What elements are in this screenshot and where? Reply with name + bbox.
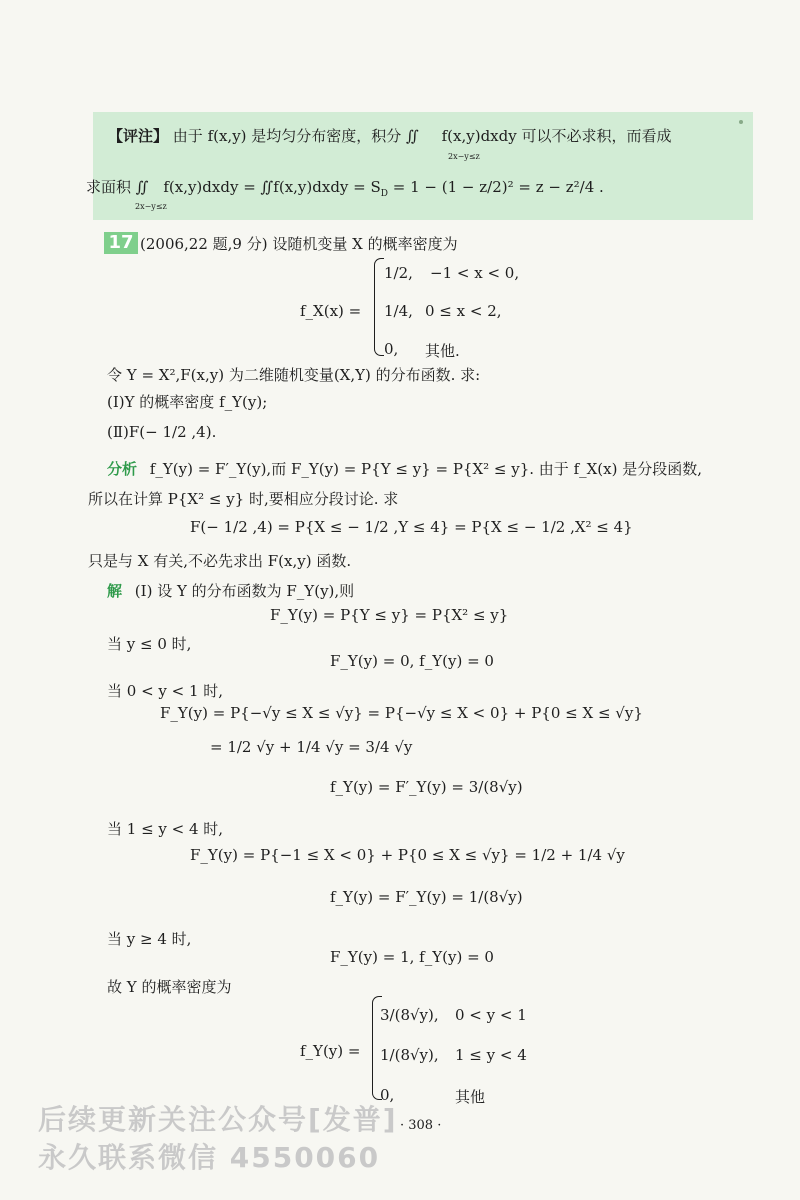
pdf-case-3-value: 0, — [384, 340, 399, 358]
analysis-line-2: 所以在计算 P{X² ≤ y} 时,要相应分段讨论. 求 — [88, 490, 399, 508]
remark-line-2 — [86, 176, 604, 199]
problem-part-1: (Ⅰ)Y 的概率密度 f_Y(y); — [107, 393, 268, 411]
remark-label: 【评注】 — [108, 127, 169, 145]
analysis-tag: 分析 — [107, 460, 138, 478]
pdf-case-3-cond: 其他. — [425, 342, 460, 360]
remark-text-2b: f(x,y)dxdy = ∬f(x,y)dxdy = S — [163, 178, 381, 196]
final-case-3-value: 0, — [380, 1086, 395, 1104]
solution-tag: 解 — [107, 582, 123, 600]
problem-part-2: (Ⅱ)F(− 1/2 ,4). — [107, 423, 217, 441]
final-label: 故 Y 的概率密度为 — [107, 978, 232, 996]
watermark-line-2: 永久联系微信 4550060 — [38, 1141, 381, 1174]
solution-eq-0: F_Y(y) = P{Y ≤ y} = P{X² ≤ y} — [270, 606, 509, 624]
remark-text-2a: 求面积 ∬ — [86, 178, 149, 196]
case-4-eq: F_Y(y) = 1, f_Y(y) = 0 — [330, 948, 494, 966]
analysis-line-1 — [107, 458, 702, 479]
pdf-brace — [374, 258, 384, 356]
case-4-label: 当 y ≥ 4 时, — [107, 930, 192, 948]
watermark-line-1: 后续更新关注公众号[发普] — [38, 1103, 398, 1136]
final-case-1-value: 3/(8√y), — [380, 1006, 439, 1024]
remark-line-1 — [108, 125, 672, 146]
remark-text-1b: f(x,y)dxdy 可以不必求积，而看成 — [441, 127, 672, 145]
analysis-line-3: 只是与 X 有关,不必先求出 F(x,y) 函数. — [88, 552, 352, 570]
case-3-eq-1: F_Y(y) = P{−1 ≤ X < 0} + P{0 ≤ X ≤ √y} = 1/2 + 1/4 √y — [190, 846, 625, 864]
case-3-label: 当 1 ≤ y < 4 时, — [107, 820, 224, 838]
analysis-text-1: f_Y(y) = F′_Y(y),而 F_Y(y) = P{Y ≤ y} = P{X² ≤ y}. 由于 f_X(x) 是分段函数, — [149, 460, 703, 478]
problem-header: (2006,22 题,9 分) 设随机变量 X 的概率密度为 — [140, 235, 458, 253]
final-case-2-cond: 1 ≤ y < 4 — [455, 1046, 527, 1064]
case-2-eq-1: F_Y(y) = P{−√y ≤ X ≤ √y} = P{−√y ≤ X < 0} + P{0 ≤ X ≤ √y} — [160, 704, 643, 722]
pdf-case-2-cond: 0 ≤ x < 2, — [425, 302, 502, 320]
remark-sub-1: 2x−y≤z — [448, 152, 480, 161]
case-1-eq: F_Y(y) = 0, f_Y(y) = 0 — [330, 652, 494, 670]
remark-d-sub: D — [380, 189, 388, 199]
case-1-label: 当 y ≤ 0 时, — [107, 635, 192, 653]
remark-text-2c: = 1 − (1 − z/2)² = z − z²/4 . — [392, 178, 604, 196]
solution-intro — [107, 580, 354, 601]
final-case-3-cond: 其他 — [455, 1088, 486, 1106]
case-2-eq-2: = 1/2 √y + 1/4 √y = 3/4 √y — [210, 738, 413, 756]
decor-dot — [739, 120, 743, 124]
final-case-1-cond: 0 < y < 1 — [455, 1006, 527, 1024]
page-number: · 308 · — [400, 1118, 442, 1133]
problem-number: 17 — [104, 232, 138, 254]
pdf-case-1-value: 1/2, — [384, 264, 413, 282]
case-2-eq-3: f_Y(y) = F′_Y(y) = 3/(8√y) — [330, 778, 523, 796]
pdf-lhs: f_X(x) = — [300, 302, 362, 320]
remark-text-1a: 由于 f(x,y) 是均匀分布密度，积分 ∬ — [172, 127, 419, 145]
case-3-eq-2: f_Y(y) = F′_Y(y) = 1/(8√y) — [330, 888, 523, 906]
case-2-label: 当 0 < y < 1 时, — [107, 682, 224, 700]
remark-sub-2: 2x−y≤z — [135, 202, 167, 211]
final-lhs: f_Y(y) = — [300, 1042, 361, 1060]
final-case-2-value: 1/(8√y), — [380, 1046, 439, 1064]
pdf-case-2-value: 1/4, — [384, 302, 413, 320]
solution-intro-text: (Ⅰ) 设 Y 的分布函数为 F_Y(y),则 — [134, 582, 355, 600]
analysis-equation: F(− 1/2 ,4) = P{X ≤ − 1/2 ,Y ≤ 4} = P{X ≤ − 1/2 ,X² ≤ 4} — [190, 518, 633, 536]
problem-statement: 令 Y = X²,F(x,y) 为二维随机变量(X,Y) 的分布函数. 求: — [107, 366, 481, 384]
pdf-case-1-cond: −1 < x < 0, — [430, 264, 520, 282]
